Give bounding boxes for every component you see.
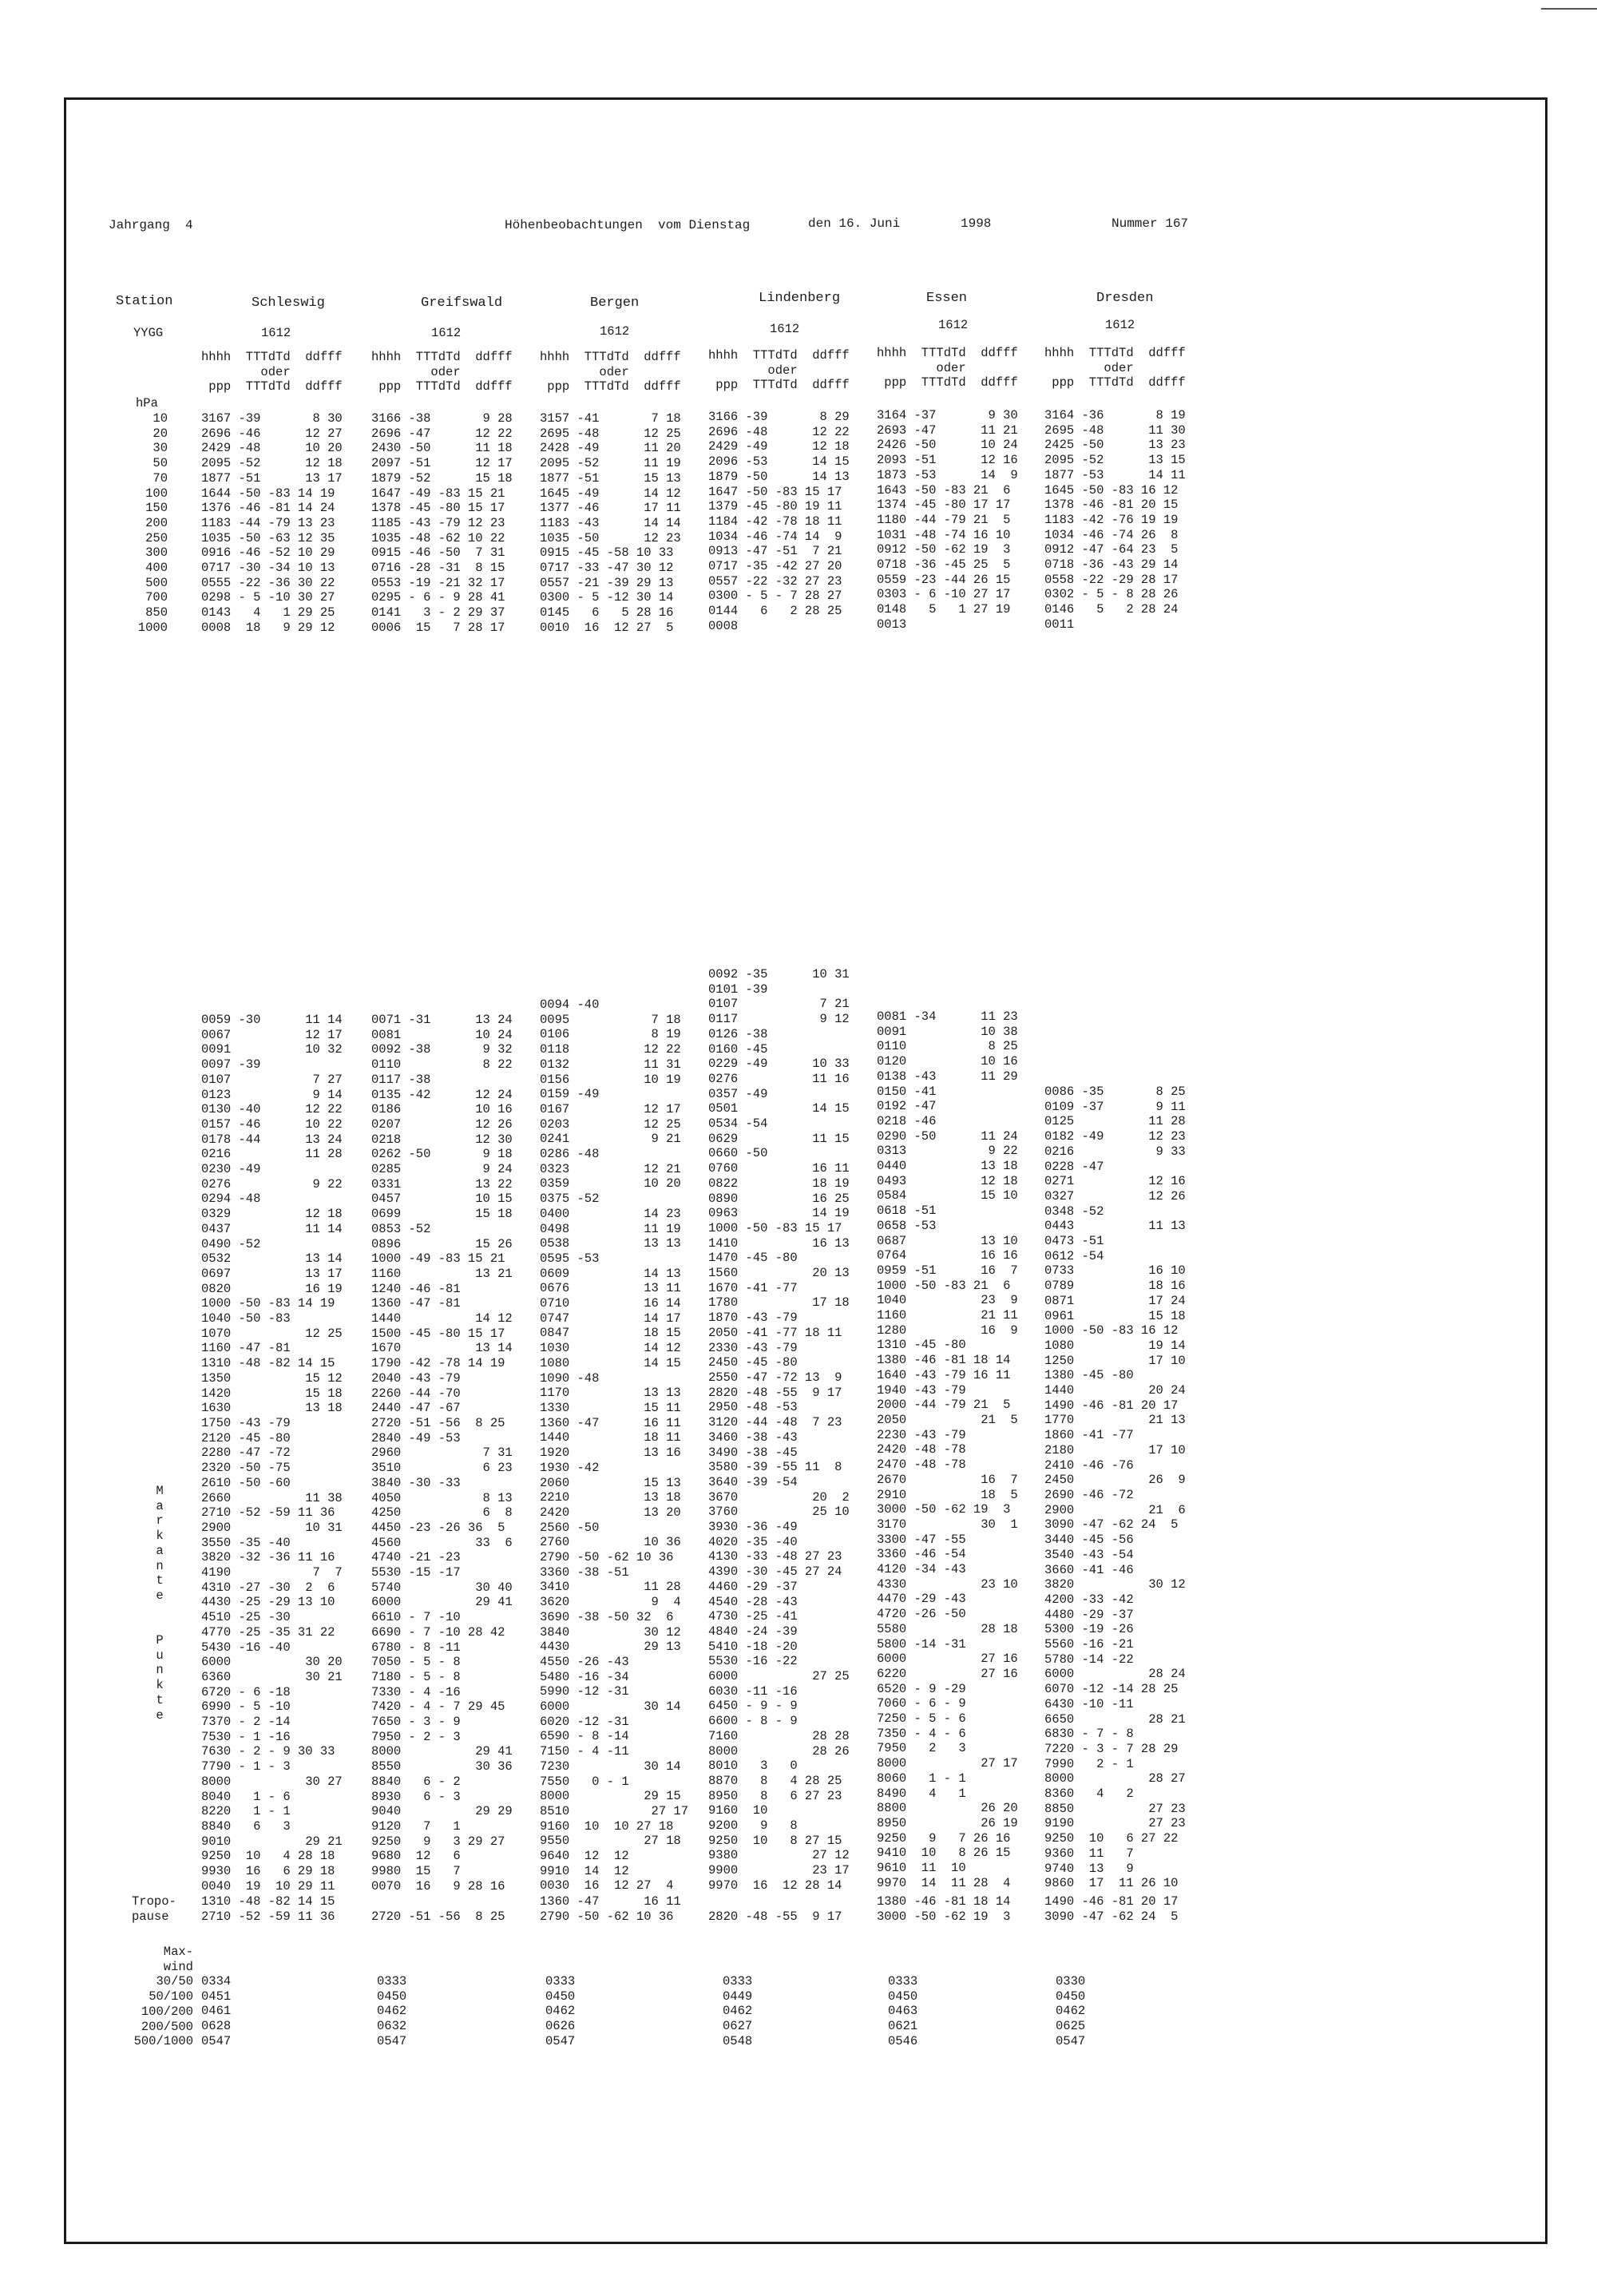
significant-points-essen: 0081 -34 11 23 0091 10 38 0110 8 25 0120 10 16 0138 -43 11 29 0150 -41 0192 -47 0218 -46 0290 -50 11 24 0313 9 22 0440 13 18 0493 12 18 0584 15 10 0618 -51 0658 -53 0687 13 10 0764 16 16 0959 -51 16 7 1000 -50 -83 21 6 1040 23 9 1160 21 11 1280 16 9 1310 -45 -80 1380 -46 -81 18 14 1640 -43 -79 16 11 1940 -43 -79 2000 -44 -79 21 5 2050 21 5 2230 -43 -79 2420 -48 -78 2470 -48 -78 2670 16 7 2910 18 5 3000 -50 -62 19 3 3170 30 1 3300 -47 -55 3360 -46 -54 4120 -34 -43 4330 23 10 4470 -29 -43 4720 -26 -50 5580 28 18 5800 -14 -31 6000 27 16 6220 27 16 6520 - 9 -29 7060 - 6 - 9 7250 - 5 - 6 7350 - 4 - 6 7950 2 3 8000 27 17 8060 1 - 1 8490 4 1 8800 26 20 8950 26 19 9250 9 7 26 16 9410 10 8 26 15 9610 11 10 9970 14 11 28 4: [877, 1009, 1018, 1890]
corner-rule: [1541, 8, 1597, 10]
standard-levels-greifswald: 3166 -38 9 28 2696 -47 12 22 2430 -50 11 18 2097 -51 12 17 1879 -52 15 18 1647 -49 -83 15 21 1378 -45 -80 15 17 1185 -43 -79 12 23 1035 -48 -62 10 22 0915 -46 -50 7 31 0716 -28 -31 8 15 0553 -19 -21 32 17 0295 - 6 - 9 28 41 0141 3 - 2 29 37 0006 15 7 28 17: [371, 411, 513, 635]
station-label: Station: [116, 294, 173, 309]
station-name-dresden: Dresden: [1096, 291, 1154, 306]
tropopause-essen: 1380 -46 -81 18 14 3000 -50 -62 19 3: [877, 1894, 1011, 1924]
obs-time-dresden: 1612: [1105, 318, 1135, 332]
column-header: hhhh TTTdTd ddfff oder ppp TTTdTd ddfff: [708, 348, 850, 393]
station-name-schleswig: Schleswig: [252, 295, 325, 311]
tropopause-bergen: 1360 -47 16 11 2790 -50 -62 10 36: [540, 1894, 681, 1924]
station-name-lindenberg: Lindenberg: [759, 291, 841, 306]
document-title: Höhenbeobachtungen vom Dienstag: [505, 218, 751, 232]
issue-number: Nummer 167: [1112, 216, 1189, 231]
significant-points-bergen: 0094 -40 0095 7 18 0106 8 19 0118 12 22 0132 11 31 0156 10 19 0159 -49 0167 12 17 0203 12 25 0241 9 21 0286 -48 0323 12 21 0359 10 20 0375 -52 0400 14 23 0498 11 19 0538 13 13 0595 -53 0609 14 13 0676 13 11 0710 16 14 0747 14 17 0847 18 15 1030 14 12 1080 14 15 1090 -48 1170 13 13 1330 15 11 1360 -47 16 11 1440 18 11 1920 13 16 1930 -42 2060 15 13 2210 13 18 2420 13 20 2560 -50 2760 10 36 2790 -50 -62 10 36 3360 -38 -51 3410 11 28 3620 9 4 3690 -38 -50 32 6 3840 30 12 4430 29 13 4550 -26 -43 5480 -16 -34 5990 -12 -31 6000 30 14 6020 -12 -31 6590 - 8 -14 7150 - 4 -11 7230 30 14 7550 0 - 1 8000 29 15 8510 27 17 9160 10 10 27 18 9550 27 18 9640 12 12 9910 14 12 0030 16 12 27 4: [540, 997, 689, 1894]
standard-levels-schleswig: 3167 -39 8 30 2696 -46 12 27 2429 -48 10 20 2095 -52 12 18 1877 -51 13 17 1644 -50 -83 14 19 1376 -46 -81 14 24 1183 -44 -79 13 23 1035 -50 -63 12 35 0916 -46 -52 10 29 0717 -30 -34 10 13 0555 -22 -36 30 22 0298 - 5 -10 30 27 0143 4 1 29 25 0008 18 9 29 12: [201, 411, 343, 635]
report-date: den 16. Juni: [808, 216, 901, 231]
significant-points-label: M a r k a n t e P u n k t e: [156, 1484, 164, 1723]
yygg-label: YYGG: [133, 326, 164, 340]
significant-points-schleswig: 0059 -30 11 14 0067 12 17 0091 10 32 0097 -39 0107 7 27 0123 9 14 0130 -40 12 22 0157 -46 10 22 0178 -44 13 24 0216 11 28 0230 -49 0276 9 22 0294 -48 0329 12 18 0437 11 14 0490 -52 0532 13 14 0697 13 17 0820 16 19 1000 -50 -83 14 19 1040 -50 -83 1070 12 25 1160 -47 -81 1310 -48 -82 14 15 1350 15 12 1420 15 18 1630 13 18 1750 -43 -79 2120 -45 -80 2280 -47 -72 2320 -50 -75 2610 -50 -60 2660 11 38 2710 -52 -59 11 36 2900 10 31 3550 -35 -40 3820 -32 -36 11 16 4190 7 7 4310 -27 -30 2 6 4430 -25 -29 13 10 4510 -25 -30 4770 -25 -35 31 22 5430 -16 -40 6000 30 20 6360 30 21 6720 - 6 -18 6990 - 5 -10 7370 - 2 -14 7530 - 1 -16 7630 - 2 - 9 30 33 7790 - 1 - 3 8000 30 27 8040 1 - 6 8220 1 - 1 8840 6 3 9010 29 21 9250 10 4 28 18 9930 16 6 29 18 0040 19 10 29 11: [201, 1013, 343, 1894]
standard-levels-essen: 3164 -37 9 30 2693 -47 11 21 2426 -50 10 24 2093 -51 12 16 1873 -53 14 9 1643 -50 -83 21 6 1374 -45 -80 17 17 1180 -44 -79 21 5 1031 -48 -74 16 10 0912 -50 -62 19 3 0718 -36 -45 25 5 0559 -23 -44 26 15 0303 - 6 -10 27 17 0148 5 1 27 19 0013: [877, 408, 1018, 632]
column-header: hhhh TTTdTd ddfff oder ppp TTTdTd ddfff: [201, 350, 343, 395]
obs-time-bergen: 1612: [600, 324, 630, 339]
max-wind-essen: 0333 0450 0463 0621 0546: [888, 1974, 918, 2048]
station-name-essen: Essen: [926, 291, 968, 306]
column-header: hhhh TTTdTd ddfff oder ppp TTTdTd ddfff: [371, 350, 513, 395]
tropopause-dresden: 1490 -46 -81 20 17 3090 -47 -62 24 5: [1044, 1894, 1179, 1924]
station-name-bergen: Bergen: [590, 295, 640, 311]
standard-levels-dresden: 3164 -36 8 19 2695 -48 11 30 2425 -50 13 23 2095 -52 13 15 1877 -53 14 11 1645 -50 -83 16 12 1378 -46 -81 20 15 1183 -42 -76 19 19 1034 -46 -74 26 8 0912 -47 -64 23 5 0718 -36 -43 29 14 0558 -22 -29 28 17 0302 - 5 - 8 28 26 0146 5 2 28 24 0011: [1044, 408, 1186, 632]
max-wind-schleswig: 0334 0451 0461 0628 0547: [201, 1974, 232, 2048]
column-header: hhhh TTTdTd ddfff oder ppp TTTdTd ddfff: [877, 346, 1018, 391]
hpa-label: hPa: [136, 396, 158, 410]
max-wind-dresden: 0330 0450 0462 0625 0547: [1056, 1974, 1086, 2048]
max-wind-greifswald: 0333 0450 0462 0632 0547: [377, 1974, 407, 2048]
obs-time-greifswald: 1612: [431, 326, 462, 340]
tropopause-greifswald: 2720 -51 -56 8 25: [371, 1909, 505, 1924]
standard-levels-lindenberg: 3166 -39 8 29 2696 -48 12 22 2429 -49 12 18 2096 -53 14 15 1879 -50 14 13 1647 -50 -83 15 17 1379 -45 -80 19 11 1184 -42 -78 18 11 1034 -46 -74 14 9 0913 -47 -51 7 21 0717 -35 -42 27 20 0557 -22 -32 27 23 0300 - 5 - 7 28 27 0144 6 2 28 25 0008: [708, 410, 850, 633]
standard-levels-bergen: 3157 -41 7 18 2695 -48 12 25 2428 -49 11 20 2095 -52 11 19 1877 -51 15 13 1645 -49 14 12 1377 -46 17 11 1183 -43 14 14 1035 -50 12 23 0915 -45 -58 10 33 0717 -33 -47 30 12 0557 -21 -39 29 13 0300 - 5 -12 30 14 0145 6 5 28 16 0010 16 12 27 5: [540, 411, 681, 635]
significant-points-greifswald: 0071 -31 13 24 0081 10 24 0092 -38 9 32 0110 8 22 0117 -38 0135 -42 12 24 0186 10 16 0207 12 26 0218 12 30 0262 -50 9 18 0285 9 24 0331 13 22 0457 10 15 0699 15 18 0853 -52 0896 15 26 1000 -49 -83 15 21 1160 13 21 1240 -46 -81 1360 -47 -81 1440 14 12 1500 -45 -80 15 17 1670 13 14 1790 -42 -78 14 19 2040 -43 -79 2260 -44 -70 2440 -47 -67 2720 -51 -56 8 25 2840 -49 -53 2960 7 31 3510 6 23 3840 -30 -33 4050 8 13 4250 6 8 4450 -23 -26 36 5 4560 33 6 4740 -21 -23 5530 -15 -17 5740 30 40 6000 29 41 6610 - 7 -10 6690 - 7 -10 28 42 6780 - 8 -11 7050 - 5 - 8 7180 - 5 - 8 7330 - 4 -16 7420 - 4 - 7 29 45 7650 - 3 - 9 7950 - 2 - 3 8000 29 41 8550 30 36 8840 6 - 2 8930 6 - 3 9040 29 29 9120 7 1 9250 9 3 29 27 9680 12 6 9980 15 7 0070 16 9 28 16: [371, 1013, 513, 1894]
tropopause-label: Tropo- pause: [132, 1894, 176, 1924]
column-header: hhhh TTTdTd ddfff oder ppp TTTdTd ddfff: [540, 350, 681, 395]
column-header: hhhh TTTdTd ddfff oder ppp TTTdTd ddfff: [1044, 346, 1186, 391]
report-year: 1998: [961, 216, 992, 231]
tropopause-schleswig: 1310 -48 -82 14 15 2710 -52 -59 11 36: [201, 1894, 335, 1924]
pressure-levels: 10 20 30 50 70 100 150 200 250 300 400 500 700 850 1000: [137, 411, 168, 635]
obs-time-essen: 1612: [938, 318, 969, 332]
significant-points-dresden: 0086 -35 8 25 0109 -37 9 11 0125 11 28 0182 -49 12 23 0216 9 33 0228 -47 0271 12 16 0327 12 26 0348 -52 0443 11 13 0473 -51 0612 -54 0733 16 10 0789 18 16 0871 17 24 0961 15 18 1000 -50 -83 16 12 1080 19 14 1250 17 10 1380 -45 -80 1440 20 24 1490 -46 -81 20 17 1770 21 13 1860 -41 -77 2180 17 10 2410 -46 -76 2450 26 9 2690 -46 -72 2900 21 6 3090 -47 -62 24 5 3440 -45 -56 3540 -43 -54 3660 -41 -46 3820 30 12 4200 -33 -42 4480 -29 -37 5300 -19 -26 5560 -16 -21 5780 -14 -22 6000 28 24 6070 -12 -14 28 25 6430 -10 -11 6650 28 21 6830 - 7 - 8 7220 - 3 - 7 28 29 7990 2 - 1 8000 28 27 8360 4 2 8850 27 23 9190 27 23 9250 10 6 27 22 9360 11 7 9740 13 9 9860 17 11 26 10: [1044, 1085, 1186, 1891]
obs-time-schleswig: 1612: [261, 326, 291, 340]
significant-points-lindenberg: 0092 -35 10 31 0101 -39 0107 7 21 0117 9 12 0126 -38 0160 -45 0229 -49 10 33 0276 11 16 0357 -49 0501 14 15 0534 -54 0629 11 15 0660 -50 0760 16 11 0822 18 19 0890 16 25 0963 14 19 1000 -50 -83 15 17 1410 16 13 1470 -45 -80 1560 20 13 1670 -41 -77 1780 17 18 1870 -43 -79 2050 -41 -77 18 11 2330 -43 -79 2450 -45 -80 2550 -47 -72 13 9 2820 -48 -55 9 17 2950 -48 -53 3120 -44 -48 7 23 3460 -38 -43 3490 -38 -45 3580 -39 -55 11 8 3640 -39 -54 3670 20 2 3760 25 10 3930 -36 -49 4020 -35 -40 4130 -33 -48 27 23 4390 -30 -45 27 24 4460 -29 -37 4540 -28 -43 4730 -25 -41 4840 -24 -39 5410 -18 -20 5530 -16 -22 6000 27 25 6030 -11 -16 6450 - 9 - 9 6600 - 8 - 9 7160 28 28 8000 28 26 8010 3 0 8870 8 4 28 25 8950 8 6 27 23 9160 10 9200 9 8 9250 10 8 27 15 9380 27 12 9900 23 17 9970 16 12 28 14: [708, 967, 850, 1893]
station-name-greifswald: Greifswald: [421, 295, 503, 311]
max-wind-label: Max- wind 30/50 50/100 100/200 200/500 500/1000: [133, 1945, 193, 2049]
tropopause-lindenberg: 2820 -48 -55 9 17: [708, 1909, 842, 1924]
volume-label: Jahrgang 4: [109, 218, 193, 232]
max-wind-bergen: 0333 0450 0462 0626 0547: [545, 1974, 576, 2048]
max-wind-lindenberg: 0333 0449 0462 0627 0548: [723, 1974, 753, 2048]
obs-time-lindenberg: 1612: [770, 322, 800, 336]
